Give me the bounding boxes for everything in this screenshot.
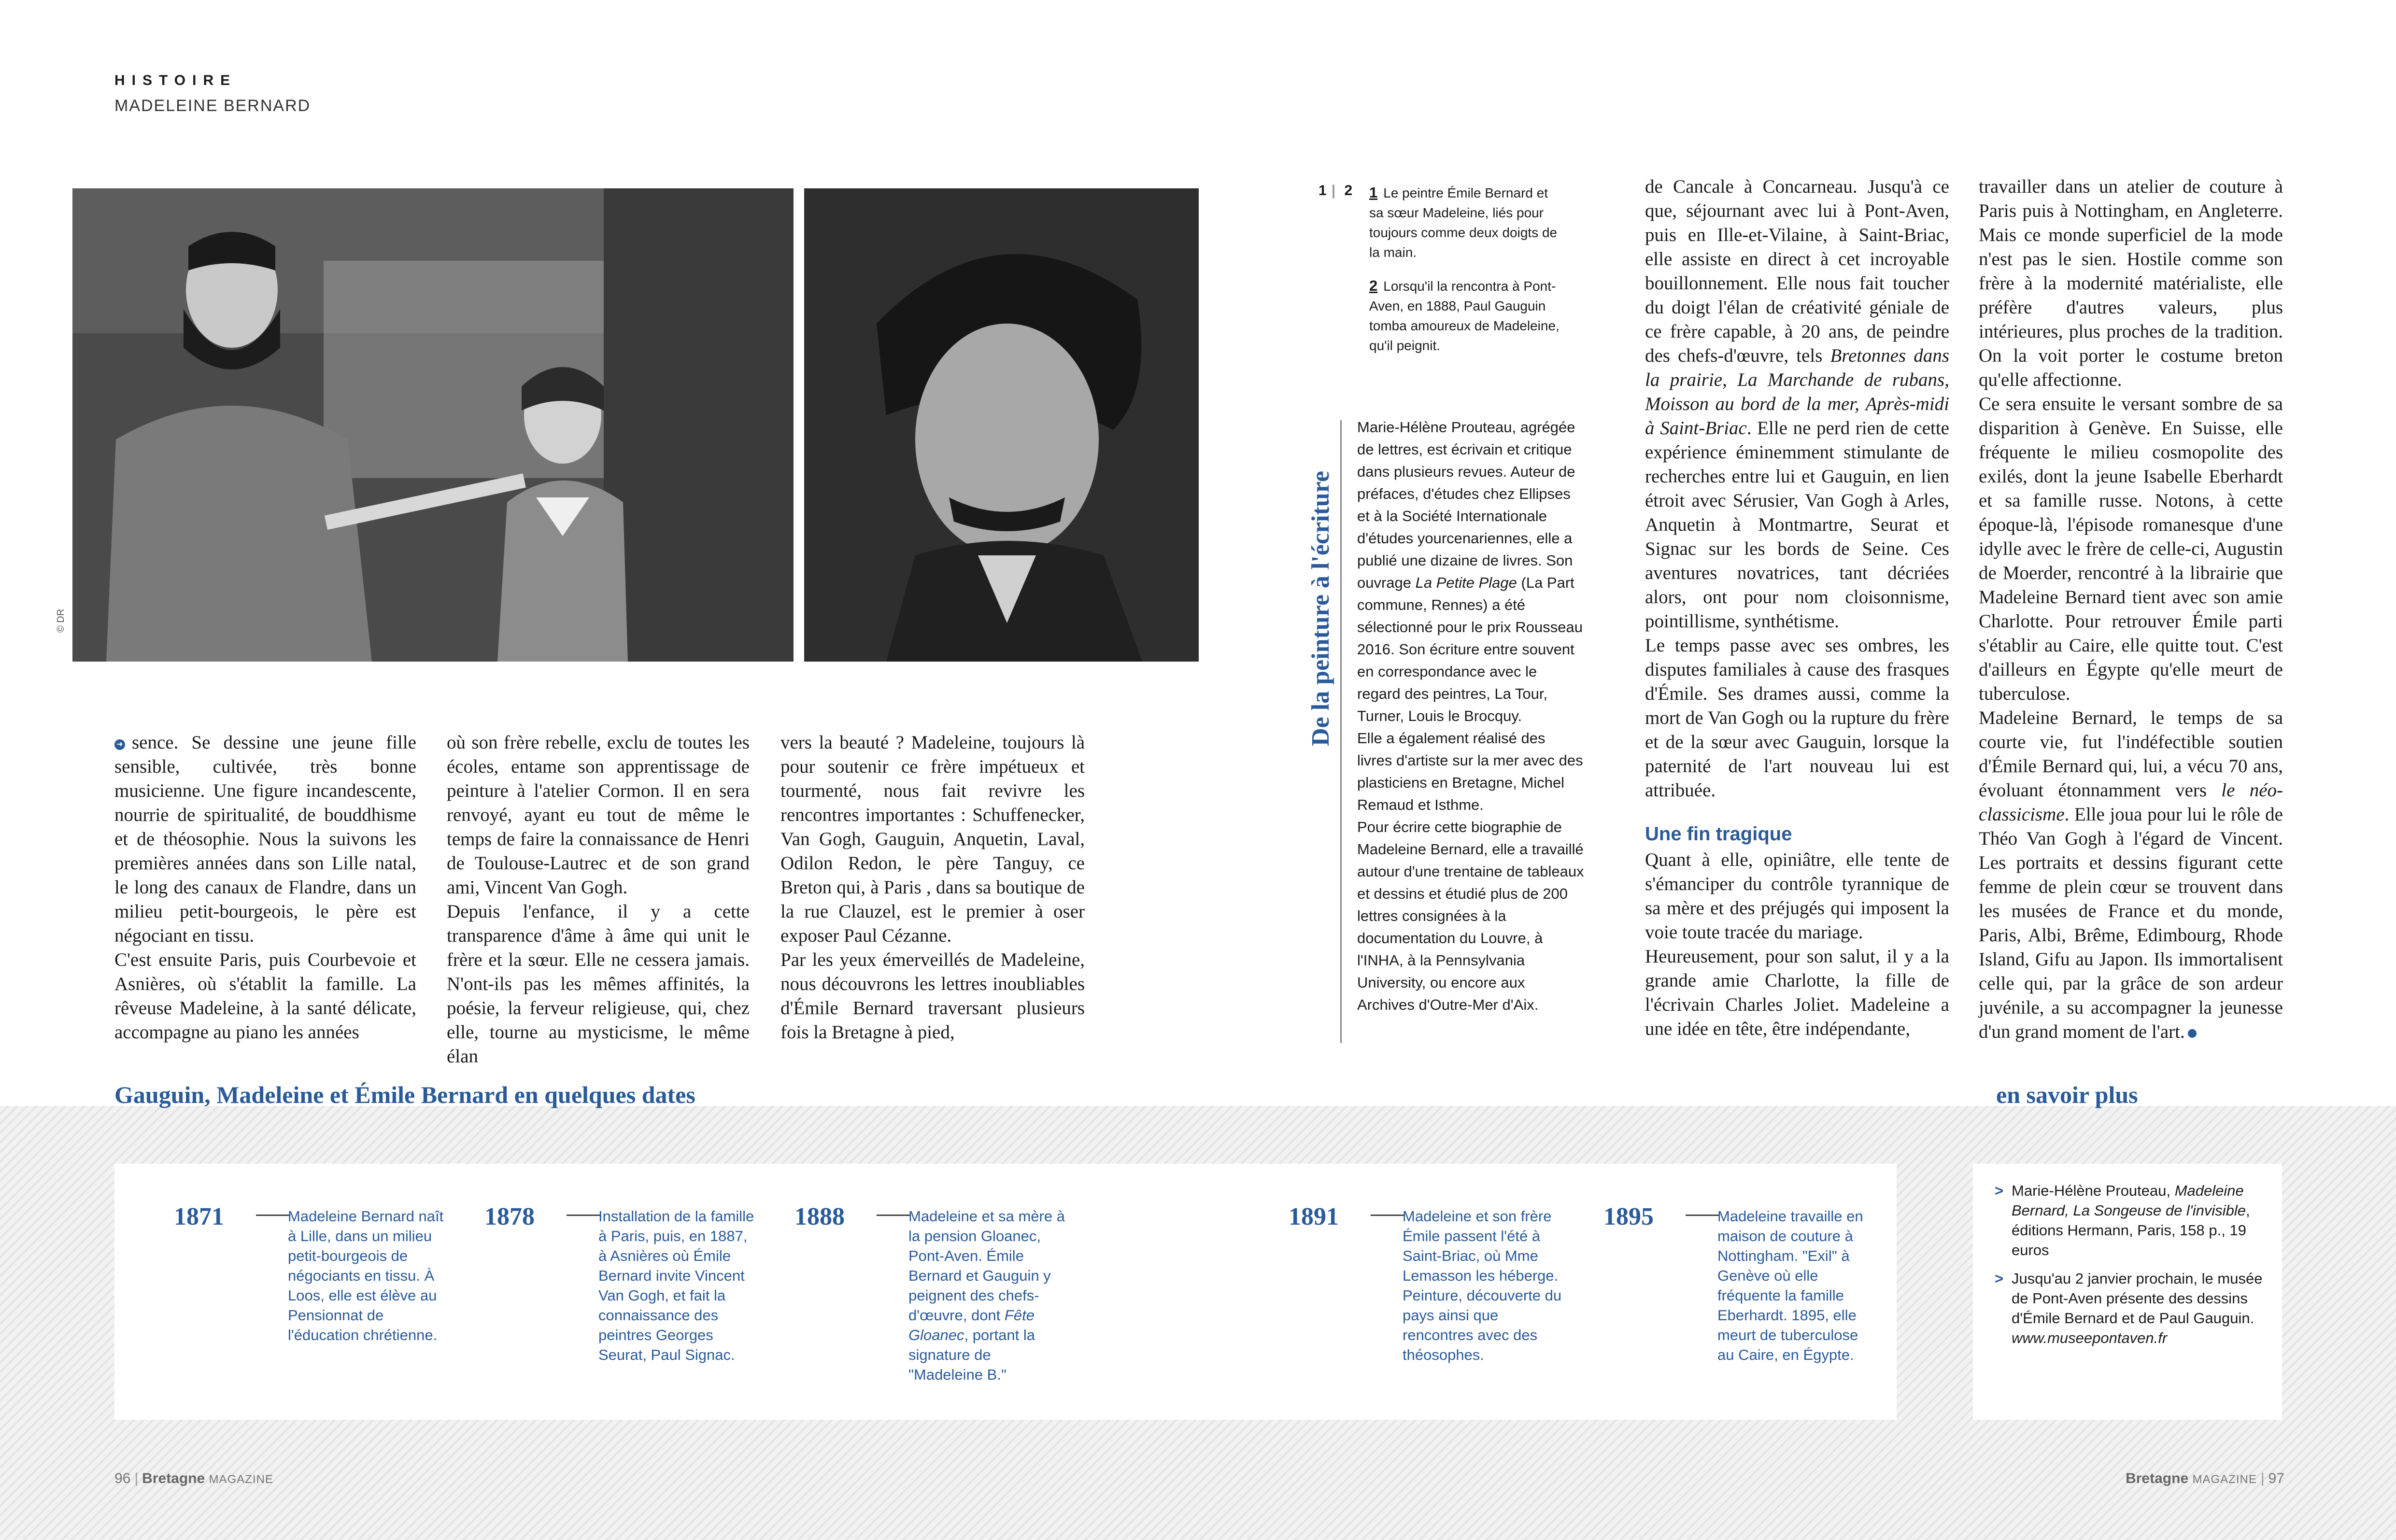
section-rubric: HISTOIRE (114, 72, 237, 88)
page-number-left: 96 (114, 1470, 131, 1486)
caption-text: Le peintre Émile Bernard et sa sœur Madeleine, liés pour toujours comme deux doigts de la main. (1369, 185, 1558, 260)
more-info-list (1995, 1181, 2275, 1356)
sidebar-vertical-title: De la peinture à l'écriture (1307, 471, 1334, 746)
timeline-year: 1895 (1603, 1203, 1654, 1230)
more-info-text: , éditions Hermann, Paris, 158 p., 19 euros (2012, 1202, 2250, 1258)
timeline-dash (877, 1215, 910, 1216)
artwork-titles: Bretonnes dans la prairie, La Marchande de rubans, Moisson au bord de la mer, Après-midi à Saint-Briac (1645, 345, 1949, 438)
timeline-text: Installation de la famille à Paris, puis, en 1887, à Asnières où Émile Bernard invite Vincent Van Gogh, et fait la connaissance des peintres Georges Seurat, Paul Signac. (598, 1208, 754, 1363)
article-paragraph: Depuis l'enfance, il y a cette transparence d'âme à âme qui unit le frère et la sœur. Elle ne cessera jamais. N'ont-ils pas les mêmes affinités, la poésie, la ferveur religieuse, qui, chez elle, tourne au mysticisme, le même élan (447, 901, 750, 1067)
photo-captions (1369, 183, 1562, 369)
footer-separator: | (2260, 1470, 2265, 1486)
photo-paul-gauguin (804, 188, 1199, 662)
article-paragraph: vers la beauté ? Madeleine, toujours là pour soutenir ce frère impétueux et tourmenté, nous fait revivre les rencontres importantes : Schuffenecker, Van Gogh, Gauguin, Anquetin, Laval, Odilon Redon, le père Tanguy, ce Breton qui, à Paris , dans sa boutique de la rue Clauzel, est le premier à oser exposer Paul Cézanne. (780, 732, 1085, 946)
chevron-right-icon: > (1995, 1270, 2004, 1287)
more-info-item (1995, 1181, 2275, 1260)
caption-index (1319, 183, 1357, 199)
caption-index-separator: | (1331, 183, 1336, 198)
more-info-text: Marie-Hélène Prouteau, (2012, 1182, 2175, 1199)
article-text: . Elle joua pour lui le rôle de Théo Van Gogh à l'égard de Vincent. Les portraits et dessins figurant cette femme de plein cœur se trouvent dans les musées de France et du monde, Paris, Albi, Brême, Edimbourg, Rhode Island, Gifu au Japon. Ils immortalisent celle qui, par la grâce de son ardeur juvénile, a su accompagner la jeunesse d'un grand moment de l'art. (1979, 804, 2283, 1042)
more-info-text: Jusqu'au 2 janvier prochain, le musée de Pont-Aven présente des dessins d'Émile Bernard et de Paul Gauguin. (2012, 1270, 2263, 1327)
photo-paul-gauguin-graphic (804, 188, 1199, 662)
article-paragraph: Ce sera ensuite le versant sombre de sa disparition à Genève. En Suisse, elle fréquente le milieu cosmopolite des exilés, dont la jeune Isabelle Eberhardt et sa famille russe. Notons, à cette époque-là, l'épisode romanesque d'une idylle avec le frère de celle-ci, Augustin de Moerder, rencontré à la librairie que Madeleine Bernard tient avec son amie Charlotte. Pour retrouver Émile parti s'établir au Caire, elle quitte tout. C'est d'ailleurs en Égypte qu'elle meurt de tuberculose. (1979, 394, 2283, 704)
timeline-text-part: , portant la signature de "Madeleine B." (908, 1327, 1035, 1383)
magazine-brand: Bretagne (2126, 1470, 2189, 1486)
more-info-item (1995, 1269, 2275, 1348)
caption-2 (1369, 276, 1562, 355)
timeline-year: 1891 (1289, 1203, 1339, 1230)
article-paragraph: Par les yeux émerveillés de Madeleine, nous découvrons les lettres inoubliables d'Émile Bernard traversant plusieurs fois la Bretagne à pied, (780, 949, 1085, 1043)
article-text: Madeleine Bernard, le temps de sa courte vie, fut l'indéfectible soutien d'Émile Bernard qui, lui, a vécu 70 ans, évoluant étonnamment vers (1979, 707, 2283, 801)
timeline-text (908, 1206, 1068, 1385)
caption-1 (1369, 183, 1562, 262)
timeline-dash (567, 1215, 600, 1216)
timeline-dash (256, 1215, 290, 1216)
continuation-arrow-icon: ➜ (114, 739, 125, 750)
footer-separator: | (134, 1470, 139, 1486)
magazine-label: MAGAZINE (2192, 1473, 2257, 1486)
timeline-text: Madeleine et son frère Émile passent l'été à Saint-Briac, où Mme Lemasson les héberge. Peinture, découverte du pays ainsi que rencontres avec des théosophes. (1403, 1208, 1562, 1363)
more-info-book-title: Madeleine Bernard, La Songeuse de l'invisible (2012, 1182, 2246, 1219)
chevron-right-icon: > (1995, 1182, 2004, 1199)
caption-text: Lorsqu'il la rencontra à Pont-Aven, en 1888, Paul Gauguin tomba amoureux de Madeleine, qu'il peignit. (1369, 279, 1560, 353)
timeline-year: 1878 (484, 1203, 535, 1230)
sidebar-divider (1340, 420, 1342, 1043)
end-of-article-icon (2188, 1029, 2197, 1038)
timeline-dash (1371, 1215, 1404, 1216)
article-paragraph: travailler dans un atelier de couture à Paris puis à Nottingham, en Angleterre. Mais ce monde superficiel de la mode n'est pas le sien. Hostile comme son frère à la modernité matérialiste, elle préfère d'autres valeurs, plus intérieures, plus proches de la tradition. On la voit porter le costume breton qu'elle affectionne. (1979, 176, 2283, 390)
article-text: de Cancale à Concarneau. Jusqu'à ce que, séjournant avec lui à Pont-Aven, puis en Ille-et-Vilaine, à Saint-Briac, elle assiste en direct à cet incroyable bouillonnement. Elle nous fait toucher du doigt l'élan de créativité géniale de ce frère capable, à 20 ans, de peindre des chefs-d'œuvre, tels (1645, 176, 1949, 366)
footer-right (2115, 1470, 2284, 1487)
caption-index-1: 1 (1319, 183, 1327, 198)
photo-emile-and-madeleine (72, 188, 794, 662)
bio-text: Marie-Hélène Prouteau, agrégée de lettres, est écrivain et critique dans plusieurs revues. Auteur de préfaces, d'études chez Ellipses et à la Société Internationale d'études yourcenariennes, elle a publié une dizaine de livres. Son ouvrage (1357, 419, 1575, 591)
author-bio (1357, 416, 1584, 1016)
article-paragraph: Heureusement, pour son salut, il y a la grande amie Charlotte, la fille de l'écrivain Charles Joliet. Madeleine a une idée en tête, être indépendante, (1645, 946, 1949, 1039)
article-italic: le néo-classicisme (1979, 780, 2283, 825)
timeline-text: Madeleine Bernard naît à Lille, dans un milieu petit-bourgeois de négociants en tissu. À Loos, elle est élève au Pensionnat de l'éducation chrétienne. (288, 1208, 444, 1343)
article-paragraph: Le temps passe avec ses ombres, les disputes familiales à cause des frasques d'Émile. Ses drames aussi, comme la mort de Van Gogh ou la rupture du frère et de la sœur avec Gauguin, lorsque la paternité de l'art nouveau lui est attribuée. (1645, 635, 1949, 801)
museum-website-link[interactable]: www.museepontaven.fr (2012, 1329, 2168, 1346)
article-paragraph (1979, 706, 2283, 1044)
footer-left (114, 1470, 273, 1487)
caption-number: 1 (1369, 184, 1378, 201)
caption-index-2: 2 (1344, 183, 1353, 198)
photo-emile-and-madeleine-graphic (72, 188, 794, 662)
timeline-year: 1871 (174, 1203, 224, 1230)
caption-number: 2 (1369, 277, 1378, 294)
article-column-5 (1979, 175, 2283, 1044)
article-column-4 (1645, 175, 1949, 1041)
bio-paragraph: Elle a également réalisé des livres d'artiste sur la mer avec des plasticiens en Bretagne, Michel Remaud et Isthme. (1357, 730, 1583, 813)
article-column-1 (114, 731, 416, 1045)
magazine-brand: Bretagne (142, 1470, 205, 1486)
page-number-right: 97 (2268, 1470, 2284, 1486)
article-paragraph: Quant à elle, opiniâtre, elle tente de s'émanciper du contrôle tyrannique de sa mère et des préjugés qui imposent la voie toute tracée du mariage. (1645, 849, 1949, 943)
timeline-text-part: Madeleine et sa mère à la pension Gloanec, Pont-Aven. Émile Bernard et Gauguin y peignent des chefs-d'œuvre, dont (908, 1208, 1065, 1324)
timeline-year: 1888 (794, 1203, 845, 1230)
section-subrubric: MADELEINE BERNARD (114, 97, 311, 115)
article-paragraph: sence. Se dessine une jeune fille sensible, cultivée, très bonne musicienne. Une figure incandescente, nourrie de spiritualité, de bouddhisme et de théosophie. Nous la suivons les premières années dans son Lille natal, le long des canaux de Flandre, dans un milieu petit-bourgeois, le père est négociant en tissu. (114, 732, 416, 946)
timeline-text: Madeleine travaille en maison de couture à Nottingham. "Exil" à Genève où elle fréquente la famille Eberhardt. 1895, elle meurt de tuberculose au Caire, en Égypte. (1717, 1208, 1863, 1363)
article-column-2 (447, 731, 750, 1069)
timeline-title: Gauguin, Madeleine et Émile Bernard en quelques dates (114, 1081, 695, 1108)
more-info-title: en savoir plus (1996, 1081, 2138, 1108)
bio-paragraph (1357, 416, 1584, 727)
bio-book-title: La Petite Plage (1415, 574, 1517, 591)
article-paragraph (1645, 175, 1949, 634)
photo-credit: © DR (56, 608, 66, 633)
bio-paragraph: Pour écrire cette biographie de Madeleine Bernard, elle a travaillé autour d'une trentaine de tableaux et dessins et étudié plus de 200 lettres consignées à la documentation du Louvre, à l'INHA, à la Pennsylvania University, ou encore aux Archives d'Outre-Mer d'Aix. (1357, 819, 1584, 1013)
bio-text: (La Part commune, Rennes) a été sélectionné pour le prix Rousseau 2016. Son écriture entre souvent en correspondance avec le regard des peintres, La Tour, Turner, Louis le Brocquy. (1357, 574, 1583, 724)
article-column-3 (780, 731, 1085, 1045)
magazine-label: MAGAZINE (209, 1473, 273, 1486)
article-subheading: Une fin tragique (1645, 823, 1792, 845)
timeline-dash (1686, 1215, 1719, 1216)
article-paragraph: où son frère rebelle, exclu de toutes les écoles, entame son apprentissage de peinture à l'atelier Cormon. Il en sera renvoyé, ayant eu tout de même le temps de faire la connaissance de Henri de Toulouse-Lautrec et de son grand ami, Vincent Van Gogh. (447, 732, 750, 898)
timeline-artwork-title: Fête Gloanec (908, 1307, 1035, 1343)
article-paragraph: C'est ensuite Paris, puis Courbevoie et Asnières, où s'établit la famille. La rêveuse Madeleine, à la santé délicate, accompagne au piano les années (114, 949, 416, 1043)
article-text: . Elle ne perd rien de cette expérience éminemment stimulante de recherches entre lui et Gauguin, en lien étroit avec Sérusier, Van Gogh à Arles, Anquetin à Montmartre, Seurat et Signac sur les bords de Seine. Ces aventures novatrices, tant décriées alors, ont pour nom cloisonnisme, pointillisme, synthétisme. (1645, 418, 1949, 632)
